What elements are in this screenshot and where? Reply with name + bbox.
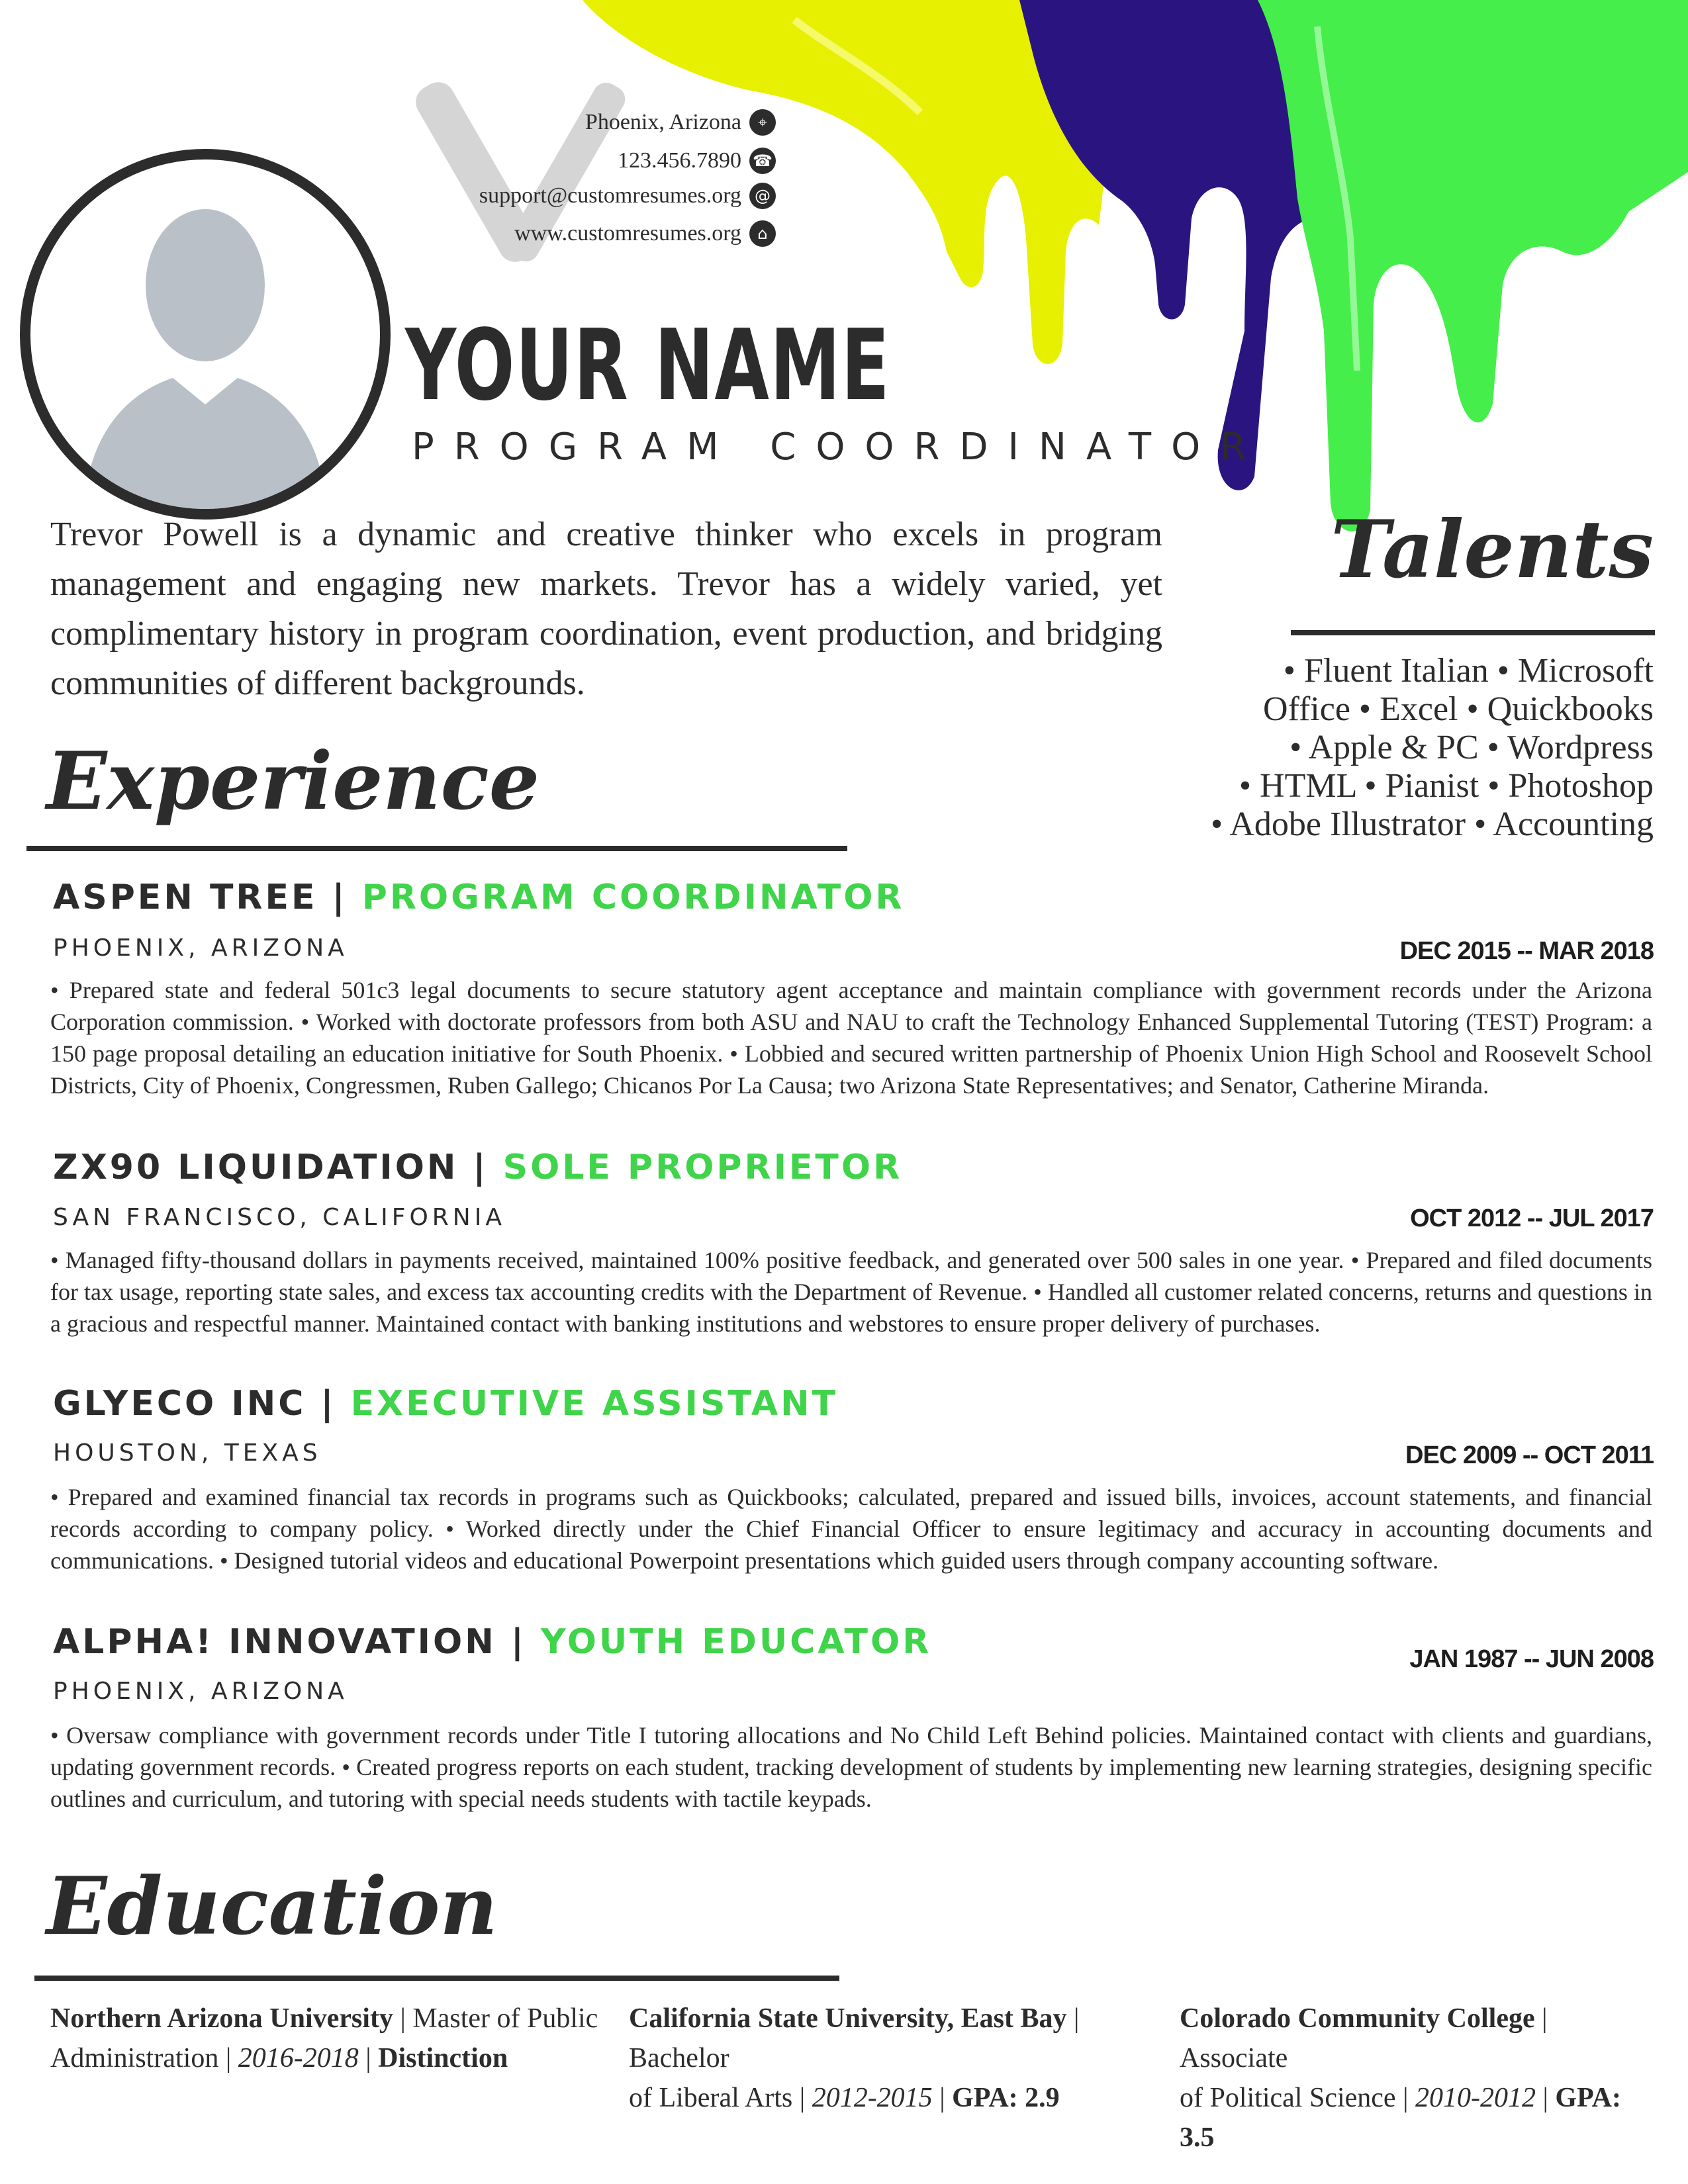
job-description: • Oversaw compliance with government records under Title I tutoring allocations and No Child Left Behind policies. Maintained contact with clients and guardians, updating government records. • Created progress reports on each student, tracking development of students by implementing new learning strategies, designing specific outlines and curriculum, and tutoring with special needs students with tactile keypads. — [50, 1722, 1652, 1812]
company-name: GLYECO INC — [53, 1384, 306, 1424]
heading-separator: | — [496, 1622, 541, 1662]
job-location: PHOENIX, ARIZONA — [53, 1678, 348, 1705]
education-divider — [34, 1976, 839, 1981]
job-role: EXECUTIVE ASSISTANT — [350, 1384, 839, 1424]
mouse-icon: ⌂ — [749, 220, 776, 247]
school-name: California State University, East Bay — [629, 2003, 1067, 2034]
candidate-title: PROGRAM COORDINATOR — [412, 426, 1266, 469]
school-name: Colorado Community College — [1180, 2003, 1535, 2034]
degree-part: Administration — [50, 2043, 219, 2073]
job-dates: JAN 1987 -- JUN 2008 — [1409, 1645, 1654, 1673]
contact-email — [312, 183, 776, 209]
contact-website — [312, 220, 776, 247]
talents-list — [1150, 652, 1654, 844]
talent-line: • Fluent Italian • Microsoft — [1283, 652, 1654, 690]
degree-part: Associate — [1180, 2043, 1288, 2073]
job-dates: OCT 2012 -- JUL 2017 — [1410, 1205, 1654, 1232]
education-heading: Education — [46, 1860, 498, 1953]
education-entry: Colorado Community College | Associate of Political Science | 2010-2012 | GPA: 3.5 — [1180, 2003, 1621, 2153]
heading-separator: | — [306, 1384, 351, 1424]
email-text[interactable]: support@customresumes.org — [479, 183, 741, 208]
phone-icon: ☎ — [749, 148, 776, 174]
person-silhouette-icon — [30, 159, 380, 509]
candidate-name: YOUR NAME — [405, 308, 891, 422]
company-name: ALPHA! INNOVATION — [53, 1622, 496, 1662]
job-location: PHOENIX, ARIZONA — [53, 934, 348, 962]
job-description: • Prepared state and federal 501c3 legal documents to secure statutory agent acceptance and maintain compliance with government records under the Arizona Corporation commission. • Worked with doctorate professors from both ASU and NAU to craft the Technology Enhanced Supplemental Tutoring (TEST) Program: a 150 page proposal detailing an education initiative for South Phoenix. • Lobbied and secured written partnership of Phoenix Union High School and Roosevelt School Districts, City of Phoenix, Congressmen, Ruben Gallego; Chicanos Por La Causa; two Arizona State Representatives; and Senator, Catherine Miranda. — [50, 977, 1652, 1099]
degree-part: of Liberal Arts — [629, 2083, 793, 2113]
talents-divider — [1291, 630, 1655, 635]
talent-line: • Adobe Illustrator • Accounting — [1211, 805, 1654, 843]
phone-text: 123.456.7890 — [618, 148, 741, 173]
job-heading — [53, 1150, 902, 1185]
school-years: 2010-2012 — [1415, 2083, 1536, 2113]
company-name: ZX90 LIQUIDATION — [53, 1148, 459, 1187]
summary-paragraph: Trevor Powell is a dynamic and creative thinker who excels in program management and engaging new markets. Trevor has a widely varied, yet complimentary history in program coordination, event production, and bridging communities of different backgrounds. — [50, 516, 1162, 702]
job-description: • Prepared and examined financial tax records in programs such as Quickbooks; calculated, prepared and issued bills, invoices, account statements, and financial records according to company policy. • Worked directly under the Chief Financial Officer to ensure legitimacy and accuracy in accounting documents and communications. • Designed tutorial videos and educational Powerpoint presentations which guided users through company accounting software. — [50, 1484, 1652, 1574]
job-role: SOLE PROPRIETOR — [502, 1148, 903, 1187]
company-name: ASPEN TREE — [53, 878, 318, 917]
talents-heading: Talents — [1331, 503, 1654, 596]
school-years: 2016-2018 — [238, 2043, 359, 2073]
map-pin-icon: ⌖ — [749, 109, 776, 136]
talent-line: • Apple & PC • Wordpress — [1289, 729, 1654, 766]
location-text: Phoenix, Arizona — [585, 110, 741, 134]
degree-part: Master of Public — [412, 2003, 598, 2034]
contact-location — [312, 109, 776, 136]
avatar — [20, 149, 391, 520]
school-extra: Distinction — [378, 2043, 508, 2073]
at-sign-icon: @ — [749, 183, 776, 209]
school-extra: GPA: 3.5 — [1180, 2083, 1621, 2153]
job-description: • Managed fifty-thousand dollars in payments received, maintained 100% positive feedback, and generated over 500 sales in one year. • Prepared and filed documents for tax usage, reporting state sales, and excess tax accounting credits with the Department of Revenue. • Handled all customer related concerns, returns and questions in a gracious and respectful manner. Maintained contact with banking institutions and webstores to ensure proper delivery of purchases. — [50, 1247, 1652, 1337]
education-entry: Northern Arizona University | Master of Public Administration | 2016-2018 | Distinction — [50, 2003, 598, 2073]
job-heading — [53, 880, 904, 915]
school-name: Northern Arizona University — [50, 2003, 393, 2034]
job-heading — [53, 1384, 839, 1424]
website-text[interactable]: www.customresumes.org — [514, 221, 741, 246]
degree-part: of Political Science — [1180, 2083, 1396, 2113]
job-role: YOUTH EDUCATOR — [540, 1622, 932, 1662]
contact-phone — [312, 148, 776, 174]
job-location: HOUSTON, TEXAS — [53, 1439, 322, 1467]
job-role: PROGRAM COORDINATOR — [361, 878, 905, 917]
experience-heading: Experience — [46, 735, 540, 828]
school-extra: GPA: 2.9 — [952, 2083, 1060, 2113]
job-dates: DEC 2015 -- MAR 2018 — [1399, 937, 1654, 965]
experience-divider — [26, 846, 847, 851]
talent-line: • HTML • Pianist • Photoshop — [1239, 767, 1654, 805]
talent-line: Office • Excel • Quickbooks — [1263, 690, 1654, 728]
heading-separator: | — [317, 878, 362, 917]
job-dates: DEC 2009 -- OCT 2011 — [1405, 1441, 1654, 1469]
heading-separator: | — [458, 1148, 503, 1187]
degree-part: Bachelor — [629, 2043, 729, 2073]
school-years: 2012-2015 — [812, 2083, 933, 2113]
job-heading — [53, 1622, 932, 1662]
job-location: SAN FRANCISCO, CALIFORNIA — [53, 1204, 506, 1231]
education-entry: California State University, East Bay | Bachelor of Liberal Arts | 2012-2015 | GPA: 2.9 — [629, 2003, 1080, 2113]
